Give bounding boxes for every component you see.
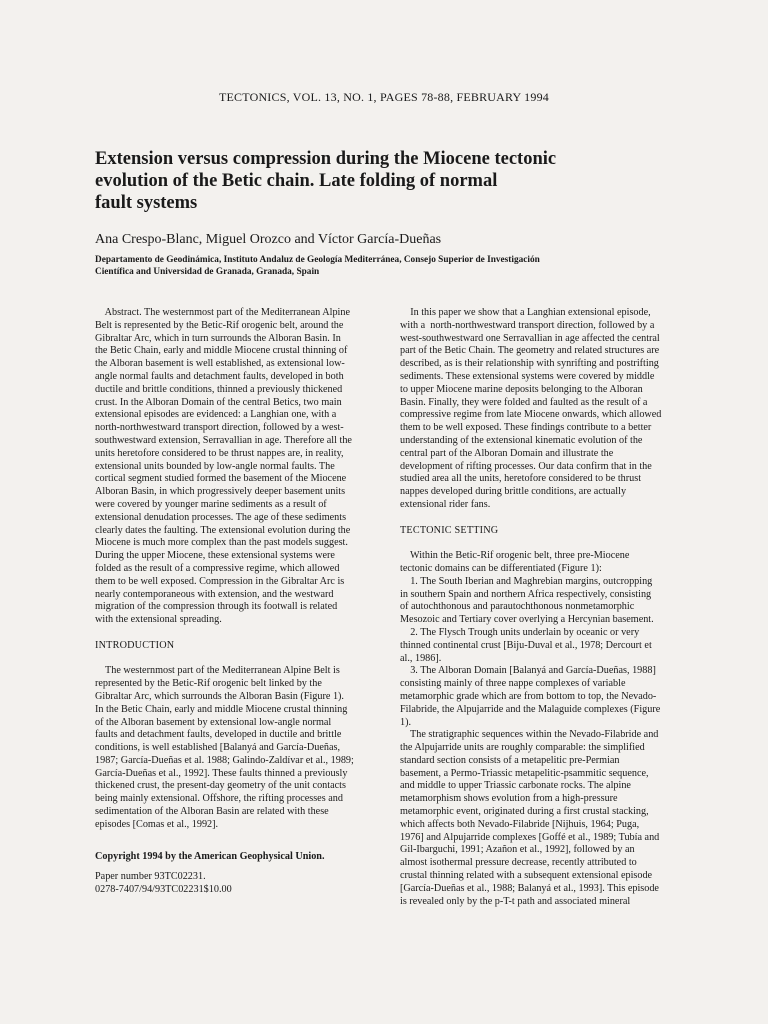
text-line: 2. The Flysch Trough units underlain by oceanic or very: [400, 626, 640, 638]
text-line: Gil-Ibarguchi, 1991; Azañon et al., 1992], followed by an: [400, 844, 635, 856]
text-line: episodes [Comas et al., 1992].: [95, 818, 219, 830]
text-line: west-southwestward one Serravallian in age affected the central: [400, 332, 660, 344]
title-line: fault systems: [95, 193, 198, 213]
text-line: to upper Miocene marine deposits belonging to the Alboran: [400, 383, 643, 395]
intro-paragraph-continued: [400, 307, 676, 512]
text-line: in southern Spain and northern Africa respectively, consisting: [400, 588, 652, 600]
text-line: of autochthonous and parautochthonous nonmetamorphic: [400, 601, 635, 613]
text-line: standard section consists of a metapelitic pre-Permian: [400, 754, 620, 766]
title-line: Extension versus compression during the Miocene tectonic: [95, 149, 557, 169]
text-line: Gibraltar Arc, which surrounds the Alboran Basin (Figure 1).: [95, 690, 344, 702]
text-line: the Alboran basement is well established, as extensional low-: [95, 358, 345, 370]
text-line: Basin. Finally, they were folded and faulted as the result of a: [400, 396, 648, 408]
text-line: In the Betic Chain, early and middle Miocene crustal thinning: [95, 703, 348, 715]
text-line: 1. The South Iberian and Maghrebian margins, outcropping: [400, 575, 653, 587]
paper-title: [95, 148, 655, 214]
text-line: thickened crust, the present-day geometry of the unit contacts: [95, 780, 346, 792]
text-line: basement, a Permo-Triassic metapelitic-psammitic sequence,: [400, 767, 649, 779]
text-line: tectonic domains can be differentiated (Figure 1):: [400, 562, 602, 574]
text-line: being mainly extensional. Offshore, the rifting processes and: [95, 793, 343, 805]
text-line: ductile and brittle conditions, thinned a previously thickened: [95, 383, 343, 395]
introduction-text: [95, 665, 395, 831]
text-line: In this paper we show that a Langhian extensional episode,: [400, 307, 651, 318]
left-column: [95, 307, 395, 897]
authors: Ana Crespo-Blanc, Miguel Orozco and Víctor García-Dueñas: [95, 232, 442, 247]
text-line: studied area all the units, heretofore considered to be thrust: [400, 473, 642, 485]
text-line: 1).: [400, 716, 412, 728]
text-line: During the upper Miocene, these extensional systems were: [95, 550, 335, 562]
text-line: north-northwestward transport direction, followed by a west-: [95, 422, 344, 434]
text-line: Filabride, the Alpujarride and the Malaguide complexes (Figure: [400, 703, 661, 715]
text-line: compressive regime from late Miocene onwards, which allowed: [400, 409, 662, 421]
tectonic-setting-text: [400, 550, 676, 908]
copyright-notice: Copyright 1994 by the American Geophysical Union.: [95, 851, 325, 863]
text-line: [García-Dueñas et al., 1988; Balanyá et al., 1993]. This episode: [400, 882, 659, 894]
text-line: the Alpujarride units are roughly comparable: the simplified: [400, 742, 645, 754]
text-line: 3. The Alboran Domain [Balanyá and García-Dueñas, 1988]: [400, 665, 656, 677]
affiliation: [95, 254, 695, 278]
text-line: crust. In the Alboran Domain of the central Betics, two main: [95, 396, 342, 408]
text-line: Miocene is much more complex than the past models suggest.: [95, 537, 348, 549]
text-line: Abstract. The westernmost part of the Mediterranean Alpine: [95, 307, 350, 318]
abstract: [95, 307, 395, 627]
text-line: extensional denudation processes. The age of these sediments: [95, 511, 347, 523]
text-line: Within the Betic-Rif orogenic belt, three pre-Miocene: [400, 550, 630, 562]
text-line: 1976] and Alpujarride complexes [Goffé et al., 1989; Tubía and: [400, 831, 660, 843]
text-line: angle normal faults and detachment faults, developed in both: [95, 370, 344, 382]
text-line: units heretofore considered to be thrust nappes are, in reality,: [95, 447, 344, 459]
text-line: García-Dueñas et al., 1992]. These faults thinned a previously: [95, 767, 348, 779]
text-line: cortical segment studied formed the basement of the Miocene: [95, 473, 347, 485]
text-line: with a north-northwestward transport direction, followed by a: [400, 319, 655, 331]
text-line: them to be well exposed. These findings contribute to a better: [400, 422, 652, 434]
text-line: thinned continental crust [Biju-Duval et al., 1978; Dercourt et: [400, 639, 652, 651]
text-line: migration of the compression through its footwall is related: [95, 601, 338, 613]
text-line: 1987; García-Dueñas et al. 1988; Galindo-Zaldívar et al., 1989;: [95, 754, 354, 766]
affiliation-line: Departamento de Geodinámica, Instituto Andaluz de Geología Mediterránea, Consejo Superior de Investigación: [95, 255, 540, 265]
text-line: folded as the result of a compressive regime, which allowed: [95, 562, 340, 574]
text-line: conditions, is well established [Balanyá and García-Dueñas,: [95, 742, 340, 754]
journal-header: TECTONICS, VOL. 13, NO. 1, PAGES 78-88, FEBRUARY 1994: [219, 90, 549, 104]
tectonic-setting-heading: TECTONIC SETTING: [400, 524, 499, 536]
text-line: central part of the Alboran Domain and illustrate the: [400, 447, 614, 459]
text-line: The stratigraphic sequences within the Nevado-Filabride and: [400, 729, 659, 741]
text-line: metamorphic event, originated during a first crustal stacking,: [400, 806, 649, 818]
text-line: of the Alboran basement by extensional low-angle normal: [95, 716, 332, 728]
issn-code: 0278-7407/94/93TC02231$10.00: [95, 884, 232, 896]
text-line: described, as is their relationship with synrifting and postrifting: [400, 358, 659, 370]
text-line: clearly dates the faulting. The extensional evolution during the: [95, 524, 351, 536]
right-column: [400, 307, 676, 908]
text-line: faults and detachment faults, developed in ductile and brittle: [95, 729, 342, 741]
text-line: nappes developed during brittle conditions, are actually: [400, 486, 627, 498]
text-line: represented by the Betic-Rif orogenic belt linked by the: [95, 678, 322, 690]
text-line: Gibraltar Arc, which in turn surrounds the Alboran Basin. In: [95, 332, 341, 344]
text-line: extensional episodes are evidenced: a Langhian one, with a: [95, 409, 337, 421]
text-line: nearly contemporaneous with extension, and the westward: [95, 588, 334, 600]
text-line: Mesozoic and Tertiary cover overlying a Hercynian basement.: [400, 614, 654, 626]
text-line: part of the Betic Chain. The geometry and related structures are: [400, 345, 660, 357]
text-line: The westernmost part of the Mediterranean Alpine Belt is: [95, 665, 340, 677]
text-line: metamorphism shows evolution from a high-pressure: [400, 793, 618, 805]
text-line: which affects both Nevado-Filabride [Nijhuis, 1964; Puga,: [400, 818, 640, 830]
text-line: almost isothermal pressure decrease, recently attributed to: [400, 857, 637, 869]
text-line: them to be well exposed. Compression in the Gibraltar Arc is: [95, 575, 345, 587]
text-line: were covered by younger marine sediments as a result of: [95, 498, 327, 510]
text-line: sedimentation of the Alboran Basin are related with these: [95, 806, 329, 818]
paper-number: Paper number 93TC02231.: [95, 871, 206, 883]
text-line: Belt is represented by the Betic-Rif orogenic belt, around the: [95, 319, 344, 331]
text-line: with the extensional spreading.: [95, 614, 222, 626]
text-line: southwestward extension, Serravallian in age. Therefore all the: [95, 434, 352, 446]
text-line: metamorphic grade which are from bottom to top, the Nevado-: [400, 690, 657, 702]
text-line: development of rifting processes. Our data confirm that in the: [400, 460, 652, 472]
affiliation-line: Científica and Universidad de Granada, Granada, Spain: [95, 267, 320, 277]
introduction-heading: INTRODUCTION: [95, 639, 175, 651]
text-line: extensional rider fans.: [400, 498, 491, 510]
text-line: Alboran Basin, in which progressively deeper basement units: [95, 486, 346, 498]
text-line: and middle to upper Triassic carbonate rocks. The alpine: [400, 780, 631, 792]
text-line: sediments. These extensional systems were covered by middle: [400, 370, 655, 382]
text-line: the Betic Chain, early and middle Miocene crustal thinning of: [95, 345, 348, 357]
text-line: consisting mainly of three nappe complexes of variable: [400, 678, 626, 690]
text-line: is revealed only by the p-T-t path and associated mineral: [400, 895, 631, 907]
text-line: understanding of the extensional kinematic evolution of the: [400, 434, 643, 446]
text-line: crustal thinning related with a subsequent extensional episode: [400, 870, 653, 882]
title-line: evolution of the Betic chain. Late folding of normal: [95, 171, 498, 191]
text-line: extensional units bounded by low-angle normal faults. The: [95, 460, 335, 472]
text-line: al., 1986].: [400, 652, 442, 664]
